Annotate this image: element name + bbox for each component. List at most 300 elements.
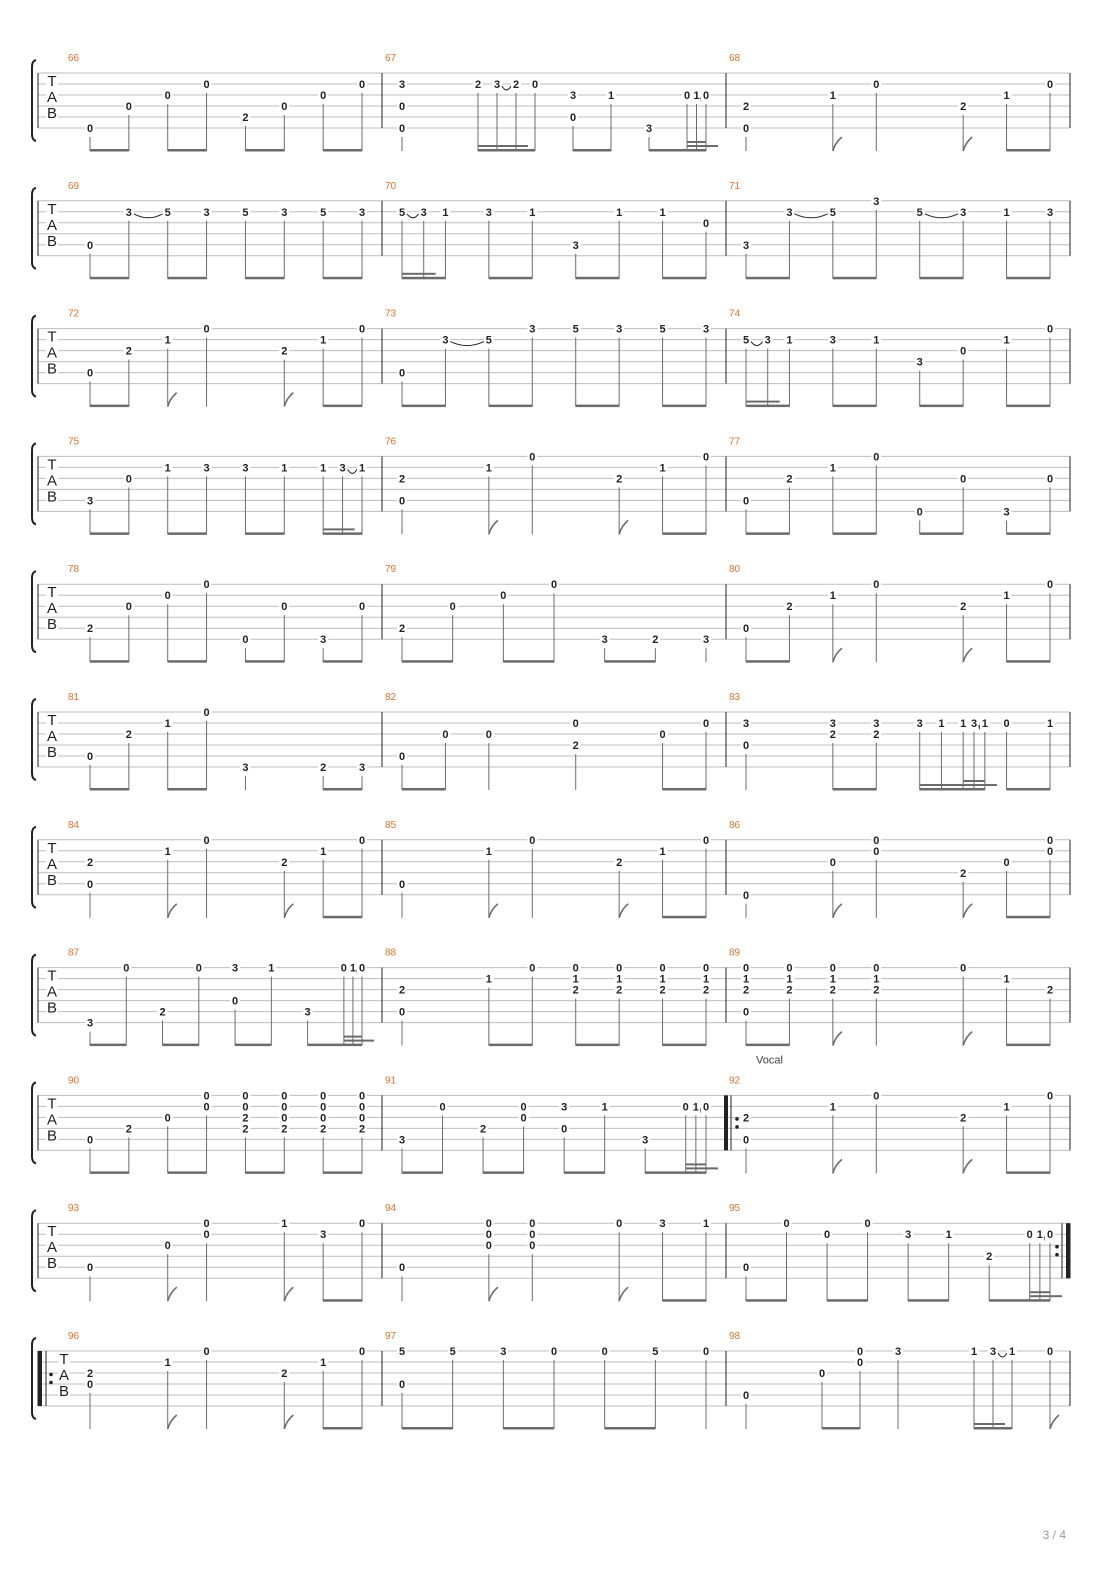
beam — [576, 1044, 619, 1047]
beam — [90, 277, 129, 280]
fret-number: 0 — [86, 1134, 94, 1147]
beam — [90, 788, 129, 791]
beam — [245, 149, 284, 152]
fret-number: 3 — [829, 718, 836, 730]
tab-clef-letter: B — [46, 1255, 58, 1273]
beam — [90, 1171, 129, 1174]
beam — [402, 277, 445, 280]
fret-number: 2 — [616, 856, 623, 869]
beam — [963, 780, 974, 782]
fret-number: 5 — [242, 206, 249, 219]
tab-system — [32, 60, 1070, 152]
fret-number: 2 — [474, 79, 482, 91]
fret-number: 1 — [358, 462, 366, 475]
fret-number: 0 — [529, 1229, 536, 1242]
fret-number: 1 — [320, 1357, 327, 1369]
system-bracket — [32, 827, 36, 908]
measure-number: 86 — [729, 819, 741, 831]
fret-number: 0 — [856, 1357, 864, 1369]
fret-number: 0 — [320, 1090, 327, 1103]
fret-number: 5 — [485, 334, 492, 347]
eighth-flag — [284, 904, 293, 918]
fret-number: 0 — [195, 962, 202, 975]
fret-number: 0 — [203, 579, 210, 592]
fret-number: 0 — [1046, 845, 1054, 858]
fret-number: 3 — [242, 762, 249, 774]
measure-number: 93 — [68, 1203, 80, 1215]
beam — [90, 1044, 126, 1047]
fret-number: 1 — [442, 206, 449, 219]
beam — [478, 145, 497, 147]
fret-number: 1 — [981, 718, 988, 730]
beam — [920, 277, 963, 280]
fret-number: 2 — [652, 634, 659, 647]
beam — [323, 149, 362, 152]
tab-clef-letter: B — [46, 999, 58, 1017]
section-label-vocal: Vocal — [756, 1054, 783, 1067]
tab-clef-letter: T — [59, 1351, 69, 1368]
beam — [697, 141, 707, 143]
fret-number: 2 — [398, 623, 406, 636]
fret-number: 2 — [242, 112, 249, 124]
measure-number: 91 — [385, 1075, 397, 1087]
beam — [344, 1036, 353, 1038]
measure-number: 69 — [68, 180, 80, 192]
beam — [353, 1040, 362, 1042]
fret-number: 2 — [281, 856, 288, 869]
fret-number: 2 — [480, 1123, 487, 1136]
fret-number: 0 — [601, 1346, 608, 1358]
eighth-flag — [168, 904, 177, 918]
tab-clef-letter: T — [47, 328, 57, 346]
fret-number: 0 — [742, 1134, 750, 1147]
fret-number: 3 — [786, 206, 793, 219]
fret-number: 0 — [1046, 323, 1054, 336]
fret-number: 0 — [86, 1379, 94, 1391]
beam — [920, 405, 963, 408]
fret-number: 1 — [970, 1346, 978, 1358]
fret-number: 0 — [449, 601, 456, 614]
beam — [687, 145, 697, 147]
fret-number: 5 — [164, 206, 171, 219]
beam — [90, 660, 129, 663]
fret-number: 2 — [616, 473, 623, 486]
fret-number: 3 — [203, 206, 210, 219]
beam — [649, 149, 706, 152]
fret-number: 2 — [960, 601, 967, 614]
beam — [503, 1427, 554, 1430]
measure-number: 71 — [729, 180, 741, 192]
fret-number: 0 — [702, 1346, 710, 1358]
fret-number: 3 — [561, 1101, 568, 1114]
fret-number: 1 — [268, 962, 275, 975]
tab-clef-letter: B — [46, 871, 58, 889]
fret-number: 2 — [125, 345, 132, 358]
fret-number: 1 — [659, 462, 666, 475]
fret-number: 0 — [203, 1218, 210, 1231]
fret-number: 0 — [960, 345, 967, 358]
fret-number: 0 — [358, 1218, 366, 1231]
fret-number: 3 — [420, 206, 427, 219]
tab-clef-letter: B — [46, 488, 58, 506]
beam — [920, 532, 963, 535]
fret-number: 1 — [829, 973, 836, 986]
fret-number: 0 — [125, 601, 132, 614]
fret-number: 2 — [281, 1368, 288, 1380]
beam — [323, 532, 362, 535]
measure-number: 95 — [729, 1203, 741, 1215]
tab-clef-letter: A — [46, 1111, 58, 1129]
fret-number: 1 — [164, 334, 171, 347]
fret-number: 0 — [398, 123, 406, 135]
fret-number: 0 — [164, 1240, 171, 1253]
fret-number: 1 — [616, 973, 623, 986]
beam — [402, 1171, 443, 1174]
fret-number: 2 — [572, 740, 579, 752]
fret-number: 3 — [281, 206, 288, 219]
measure-number: 89 — [729, 947, 741, 959]
fret-number: 2 — [742, 101, 750, 113]
tab-clef-letter: B — [46, 105, 58, 122]
repeat-end-bar — [1066, 1223, 1070, 1278]
fret-number: 3 — [232, 962, 239, 975]
fret-number: 0 — [572, 962, 579, 975]
beam — [746, 532, 789, 535]
fret-number: 0 — [398, 1262, 406, 1275]
fret-number: 3 — [764, 334, 771, 347]
fret-number: 1 — [692, 1101, 699, 1114]
fret-number: 0 — [659, 962, 666, 975]
fret-number: 0 — [873, 845, 880, 858]
beam — [323, 1299, 362, 1302]
tie-arc — [134, 214, 163, 218]
fret-number: 2 — [242, 1123, 249, 1136]
fret-number: 2 — [1046, 984, 1054, 997]
fret-number: 3 — [960, 206, 967, 219]
measure-number: 77 — [729, 436, 741, 448]
fret-number: 3 — [702, 634, 710, 647]
beam — [908, 1299, 949, 1302]
eighth-flag — [963, 1032, 972, 1046]
fret-number: 0 — [824, 1229, 831, 1242]
fret-number: 3 — [916, 356, 923, 369]
beam — [323, 277, 362, 280]
fret-number: 0 — [1003, 856, 1010, 869]
measure-number: 97 — [385, 1331, 397, 1342]
system-bracket — [32, 60, 36, 141]
fret-number: 0 — [485, 1240, 492, 1253]
fret-number: 1 — [786, 973, 793, 986]
tab-system — [32, 188, 1070, 279]
fret-number: 3 — [873, 195, 880, 208]
eighth-flag — [284, 393, 293, 407]
measure-number: 78 — [68, 564, 80, 576]
fret-number: 2 — [659, 984, 666, 997]
tab-clef-letter: A — [46, 1239, 58, 1257]
eighth-flag — [1050, 1415, 1059, 1429]
fret-number: 2 — [242, 1112, 249, 1125]
beam — [1040, 1291, 1050, 1293]
beam — [90, 149, 129, 152]
fret-number: 2 — [786, 473, 793, 486]
fret-number: 0 — [960, 473, 967, 486]
fret-number: 1 — [945, 1229, 952, 1242]
beam — [686, 1163, 696, 1165]
fret-number: 0 — [531, 79, 539, 91]
tab-system — [32, 1082, 1070, 1174]
fret-number: 0 — [682, 1101, 689, 1114]
fret-number: 0 — [702, 1101, 710, 1114]
repeat-dot — [735, 1125, 739, 1129]
fret-number: 0 — [320, 90, 327, 102]
fret-number: 0 — [358, 323, 366, 336]
fret-number: 1 — [659, 845, 666, 858]
fret-number: 0 — [340, 962, 347, 975]
fret-number: 0 — [1003, 718, 1010, 730]
beam — [245, 1171, 284, 1174]
beam — [706, 1167, 718, 1169]
fret-number: 0 — [702, 90, 710, 102]
beam — [308, 1044, 362, 1047]
eighth-flag — [168, 1415, 177, 1429]
eighth-flag — [284, 1415, 293, 1429]
fret-number: 2 — [829, 984, 836, 997]
fret-number: 1 — [164, 845, 171, 858]
tab-clef-letter: A — [46, 728, 58, 745]
fret-number: 3 — [569, 90, 577, 102]
fret-number: 0 — [203, 323, 210, 336]
fret-number: 3 — [742, 239, 750, 252]
beam — [573, 149, 611, 152]
beam — [605, 660, 656, 663]
fret-number: 3 — [358, 206, 366, 219]
fret-number: 0 — [242, 1101, 249, 1114]
beam — [1007, 532, 1050, 535]
fret-number: 1 — [938, 718, 945, 730]
fret-number: 2 — [742, 1112, 750, 1125]
fret-number: 2 — [702, 984, 710, 997]
tab-clef-letter: T — [47, 712, 57, 729]
fret-number: 0 — [398, 495, 406, 508]
tab-clef-letter: A — [46, 855, 58, 873]
fret-number: 0 — [320, 1112, 327, 1125]
fret-number: 5 — [659, 323, 666, 336]
fret-number: 1 — [320, 462, 327, 475]
beam — [746, 660, 789, 663]
beam — [576, 405, 619, 408]
fret-number: 0 — [125, 473, 132, 486]
tab-clef-letter: B — [46, 232, 58, 250]
fret-number: 2 — [572, 984, 579, 997]
measure-97 — [382, 1345, 711, 1430]
tab-clef-letter: A — [46, 89, 58, 106]
system-bracket — [32, 443, 36, 524]
beam — [746, 405, 789, 408]
fret-number: 0 — [358, 1090, 366, 1103]
fret-number: 3 — [873, 718, 880, 730]
fret-number: 1 — [349, 962, 356, 975]
fret-number: 3 — [642, 1134, 649, 1147]
fret-number: 0 — [1046, 579, 1054, 592]
fret-number: 2 — [873, 729, 880, 741]
tie-arc — [502, 86, 511, 90]
fret-number: 0 — [358, 1346, 366, 1358]
beam — [746, 1044, 789, 1047]
repeat-dot — [49, 1373, 53, 1377]
eighth-flag — [619, 904, 628, 918]
fret-number: 1 — [659, 206, 666, 219]
fret-number: 3 — [894, 1346, 902, 1358]
fret-number: 0 — [281, 601, 288, 614]
beam — [90, 405, 129, 408]
fret-number: 5 — [398, 1346, 406, 1358]
fret-number: 1 — [320, 334, 327, 347]
fret-number: 0 — [742, 1006, 750, 1019]
fret-number: 2 — [960, 1112, 967, 1125]
tab-system — [32, 699, 1070, 791]
beam — [663, 1044, 706, 1047]
fret-number: 2 — [873, 984, 880, 997]
repeat-dot — [1055, 1245, 1059, 1249]
fret-number: 3 — [398, 79, 406, 91]
beam — [483, 1171, 524, 1174]
beam — [822, 1427, 860, 1430]
fret-number: 0 — [742, 495, 750, 508]
measure-number: 82 — [385, 692, 397, 703]
fret-number: 1 — [1036, 1229, 1043, 1242]
fret-number: 3 — [529, 323, 536, 336]
fret-number: 0 — [1046, 1346, 1054, 1358]
beam — [663, 916, 706, 919]
fret-number: 0 — [500, 590, 507, 603]
beam — [402, 1427, 453, 1430]
fret-number: 0 — [485, 1229, 492, 1242]
fret-number: 0 — [529, 962, 536, 975]
fret-number: 3 — [485, 206, 492, 219]
beam — [687, 141, 697, 143]
fret-number: 0 — [358, 1112, 366, 1125]
fret-number: 1 — [829, 590, 836, 603]
fret-number: 3 — [645, 123, 653, 135]
beam — [985, 784, 997, 786]
beam — [663, 788, 706, 791]
fret-number: 0 — [829, 856, 836, 869]
measure-number: 92 — [729, 1075, 741, 1087]
fret-number: 0 — [786, 962, 793, 975]
tab-clef-letter: T — [47, 1223, 57, 1241]
fret-number: 0 — [358, 601, 366, 614]
fret-number: 0 — [873, 962, 880, 975]
measure-91 — [382, 1095, 718, 1174]
tab-clef-letter: B — [46, 360, 58, 378]
fret-number: 1 — [1003, 334, 1010, 347]
fret-number: 0 — [203, 1090, 210, 1103]
fret-number: 1 — [659, 973, 666, 986]
measure-78 — [85, 578, 367, 663]
fret-number: 1 — [873, 973, 880, 986]
measure-number: 87 — [68, 947, 80, 959]
eighth-flag — [489, 520, 498, 534]
beam — [1007, 788, 1050, 791]
beam — [323, 660, 362, 663]
fret-number: 0 — [873, 834, 880, 847]
beam — [1007, 916, 1050, 919]
fret-number: 1 — [485, 845, 492, 858]
beam — [697, 145, 707, 147]
fret-number: 0 — [398, 101, 406, 113]
fret-number: 0 — [281, 101, 288, 113]
measure-number: 76 — [385, 436, 397, 448]
measure-number: 74 — [729, 308, 741, 320]
fret-number: 0 — [281, 1090, 288, 1103]
fret-number: 3 — [916, 718, 923, 730]
fret-number: 0 — [702, 962, 710, 975]
tab-clef-letter: T — [47, 1095, 57, 1113]
fret-number: 3 — [304, 1006, 311, 1019]
beam — [1007, 277, 1050, 280]
beam — [1007, 660, 1050, 663]
fret-number: 0 — [86, 1262, 94, 1275]
measure-number: 88 — [385, 947, 397, 959]
fret-number: 0 — [520, 1112, 527, 1125]
fret-number: 0 — [86, 878, 94, 891]
measure-67 — [382, 73, 718, 152]
beam — [833, 277, 876, 280]
beam — [168, 149, 207, 152]
beam — [245, 660, 284, 663]
beam — [402, 660, 453, 663]
eighth-flag — [963, 648, 972, 662]
measure-86 — [726, 834, 1055, 919]
measure-number: 94 — [385, 1203, 397, 1215]
system-bracket — [32, 1082, 36, 1163]
fret-number: 1 — [616, 206, 623, 219]
beam — [168, 1171, 207, 1174]
beam — [1030, 1295, 1040, 1297]
fret-number: 2 — [86, 856, 94, 869]
beam — [323, 528, 342, 530]
fret-number: 3 — [659, 1218, 666, 1231]
fret-number: 0 — [529, 1240, 536, 1253]
fret-number: 1 — [1003, 206, 1010, 219]
repeat-dot — [49, 1381, 53, 1385]
fret-number: 0 — [86, 367, 94, 380]
beam — [489, 1044, 532, 1047]
beam — [362, 1040, 374, 1042]
beam — [323, 916, 362, 919]
system-bracket — [32, 1210, 36, 1291]
fret-number: 1 — [786, 334, 793, 347]
beam — [645, 1171, 706, 1174]
fret-number: 3 — [339, 462, 346, 475]
beam — [663, 405, 706, 408]
fret-number: 1 — [601, 1101, 608, 1114]
fret-number: 1 — [485, 973, 492, 986]
fret-number: 0 — [1046, 834, 1054, 847]
fret-number: 0 — [242, 634, 249, 647]
fret-number: 5 — [320, 206, 327, 219]
fret-number: 3 — [702, 323, 710, 336]
beam — [974, 784, 985, 786]
fret-number: 3 — [86, 495, 94, 508]
fret-number: 3 — [989, 1346, 997, 1358]
tie-arc — [348, 469, 357, 473]
fret-number: 0 — [616, 1218, 623, 1231]
fret-number: 0 — [856, 1346, 864, 1358]
fret-number: 3 — [493, 79, 501, 91]
fret-number: 0 — [1046, 1229, 1054, 1242]
fret-number: 2 — [281, 1123, 288, 1136]
